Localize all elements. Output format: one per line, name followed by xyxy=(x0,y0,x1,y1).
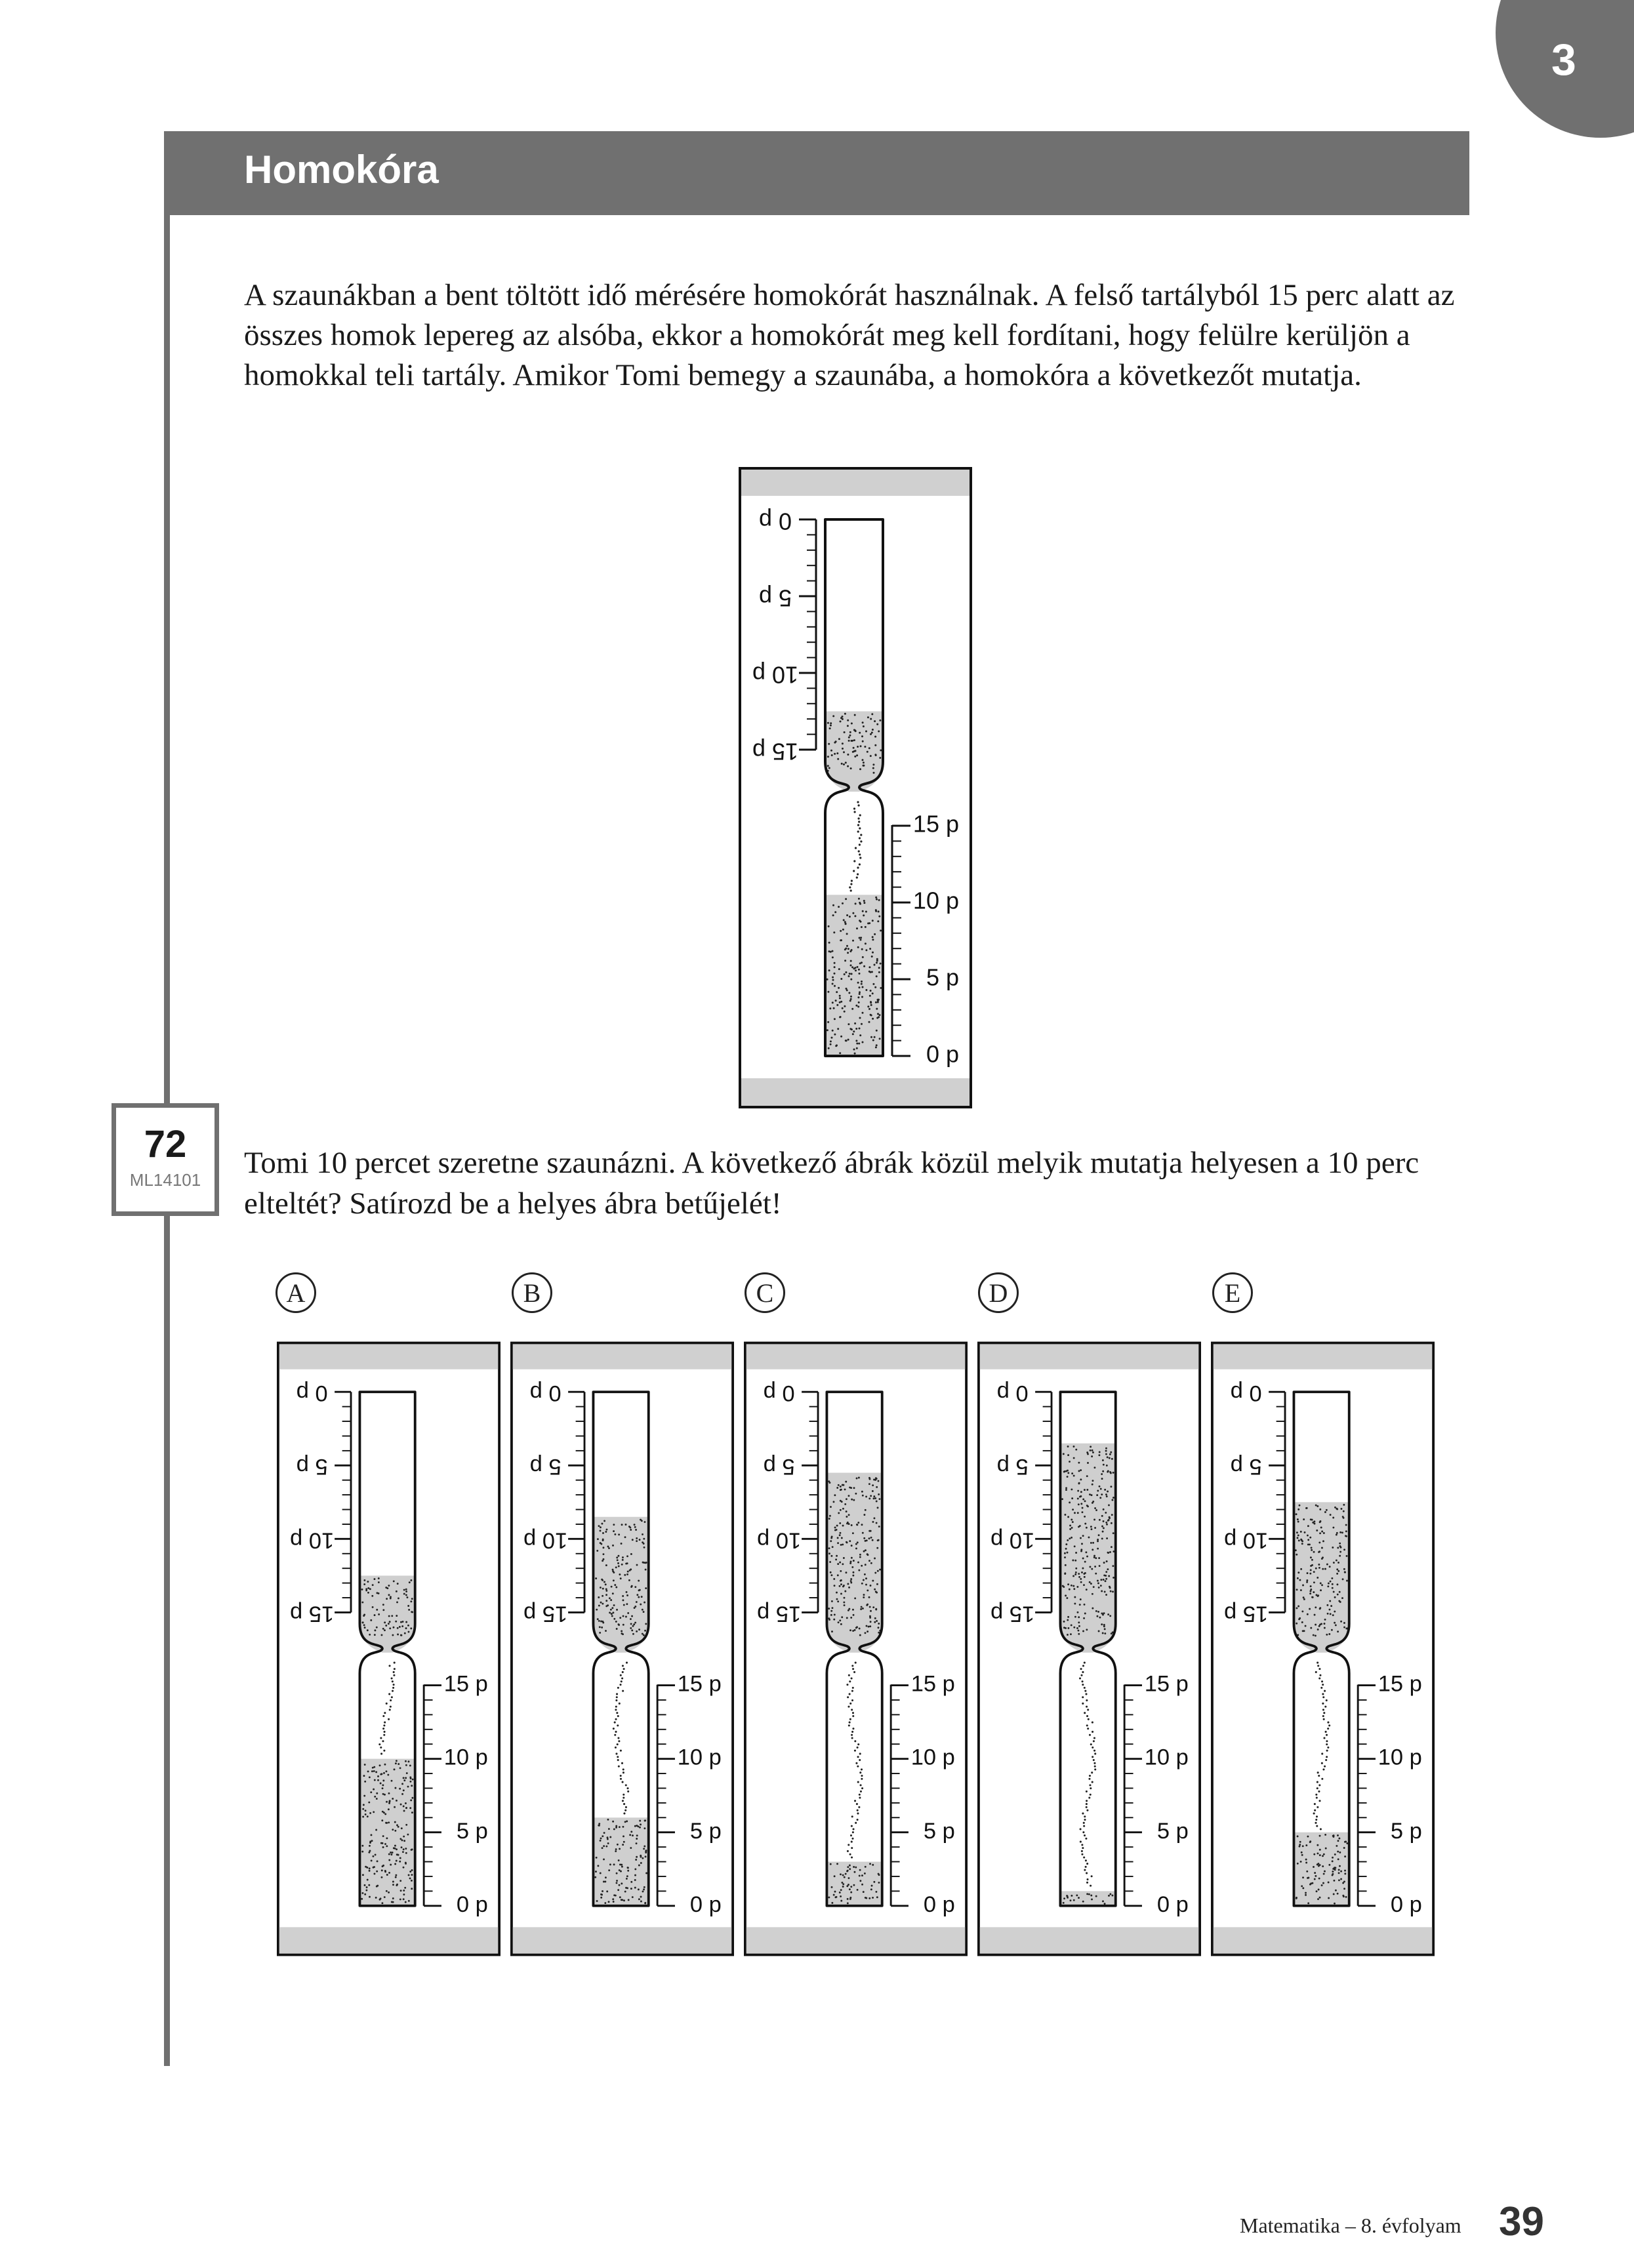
bottom-scale-label: 5 p xyxy=(689,1818,722,1844)
hourglass-option-e[interactable] xyxy=(1211,1341,1435,1956)
bottom-scale-label: 10 p xyxy=(910,1745,955,1770)
hourglass-option-b[interactable] xyxy=(510,1341,734,1956)
top-scale-label: 5 p xyxy=(296,1454,328,1480)
intro-text: A szaunákban a bent töltött idő mérésére homokórát használnak. A felső tartályból 15 perc alatt az összes homok lepereg az alsóba, ekkor a homokórát meg kell fordítani, hogy felülre kerüljön a homokkal teli tartály. Amikor Tomi bemegy a szaunába, a homokóra a következőt mutatja. xyxy=(244,278,1455,392)
task-code: ML14101 xyxy=(129,1170,201,1190)
top-scale-label: 10 p xyxy=(757,1528,802,1553)
bottom-scale-label: 10 p xyxy=(677,1745,722,1770)
top-scale-label: 15 p xyxy=(290,1601,335,1627)
bottom-sand xyxy=(827,1862,882,1906)
top-scale-label: 0 p xyxy=(529,1381,562,1406)
option-c-letter[interactable]: C xyxy=(745,1272,785,1313)
top-scale-label: 10 p xyxy=(290,1528,335,1553)
bottom-scale-label: 15 p xyxy=(1378,1671,1422,1697)
bottom-sand xyxy=(359,1759,415,1906)
bottom-scale-label: 5 p xyxy=(923,1818,955,1844)
hourglass-option-c[interactable] xyxy=(744,1341,968,1956)
top-scale-label: 0 p xyxy=(763,1381,795,1406)
top-scale-label: 5 p xyxy=(529,1454,562,1480)
top-scale-label: 0 p xyxy=(996,1381,1029,1406)
bottom-scale-label: 15 p xyxy=(912,810,959,838)
top-scale-label: 15 p xyxy=(757,1601,802,1627)
bottom-scale-label: 5 p xyxy=(926,963,959,991)
bottom-scale-label: 0 p xyxy=(923,1892,955,1917)
top-scale-label: 0 p xyxy=(1230,1381,1262,1406)
bottom-scale-label: 15 p xyxy=(443,1671,488,1697)
top-scale-label: 5 p xyxy=(763,1454,795,1480)
bottom-scale-label: 10 p xyxy=(443,1745,488,1770)
bottom-scale-label: 0 p xyxy=(1390,1892,1422,1917)
bottom-scale-label: 15 p xyxy=(910,1671,955,1697)
top-scale-label: 5 p xyxy=(758,584,792,612)
top-scale-label: 5 p xyxy=(1230,1454,1262,1480)
bottom-scale-label: 15 p xyxy=(1144,1671,1189,1697)
top-sand xyxy=(593,1517,648,1653)
chapter-number: 3 xyxy=(1551,35,1576,85)
bottom-sand xyxy=(1060,1891,1115,1905)
top-scale-label: 10 p xyxy=(752,661,799,689)
top-scale-label: 10 p xyxy=(523,1528,568,1553)
bottom-scale-label: 0 p xyxy=(926,1040,959,1068)
option-e-letter[interactable]: E xyxy=(1212,1272,1253,1313)
option-b-letter[interactable]: B xyxy=(512,1272,552,1313)
option-d-letter[interactable]: D xyxy=(978,1272,1019,1313)
top-scale-label: 5 p xyxy=(996,1454,1029,1480)
bottom-scale-label: 5 p xyxy=(456,1818,488,1844)
bottom-scale-label: 10 p xyxy=(1144,1745,1189,1770)
bottom-sand xyxy=(825,895,883,1056)
bottom-scale-label: 15 p xyxy=(677,1671,722,1697)
top-scale-label: 15 p xyxy=(752,738,799,765)
bottom-sand xyxy=(1294,1833,1349,1906)
top-scale-label: 0 p xyxy=(296,1381,328,1406)
page-title: Homokóra xyxy=(244,148,439,192)
task-number: 72 xyxy=(144,1123,187,1165)
bottom-scale-label: 5 p xyxy=(1390,1818,1422,1844)
side-rule xyxy=(164,131,170,2066)
hourglass-main xyxy=(739,467,972,1108)
top-sand xyxy=(1060,1444,1115,1653)
option-a-letter[interactable]: A xyxy=(276,1272,316,1313)
footer-subject: Matematika – 8. évfolyam xyxy=(1240,2214,1461,2237)
top-scale-label: 10 p xyxy=(1224,1528,1269,1553)
bottom-scale-label: 10 p xyxy=(912,887,959,914)
hourglass-option-d[interactable] xyxy=(977,1341,1201,1956)
bottom-scale-label: 0 p xyxy=(689,1892,722,1917)
bottom-scale-label: 0 p xyxy=(1156,1892,1189,1917)
top-sand xyxy=(1294,1502,1349,1652)
top-scale-label: 15 p xyxy=(1224,1601,1269,1627)
page-number: 39 xyxy=(1499,2199,1544,2244)
question-text: Tomi 10 percet szeretne szaunázni. A következő ábrák közül melyik mutatja helyesen a 10 perc elteltét? Satírozd be a helyes ábra betűjelét! xyxy=(244,1146,1420,1221)
bottom-scale-label: 0 p xyxy=(456,1892,488,1917)
bottom-scale-label: 10 p xyxy=(1378,1745,1422,1770)
top-scale-label: 10 p xyxy=(991,1528,1035,1553)
bottom-scale-label: 5 p xyxy=(1156,1818,1189,1844)
task-number-box xyxy=(112,1103,219,1216)
top-sand xyxy=(827,1473,882,1653)
top-scale-label: 15 p xyxy=(991,1601,1035,1627)
bottom-sand xyxy=(593,1817,648,1905)
top-scale-label: 15 p xyxy=(523,1601,568,1627)
top-scale-label: 0 p xyxy=(758,508,792,535)
hourglass-option-a[interactable] xyxy=(277,1341,500,1956)
